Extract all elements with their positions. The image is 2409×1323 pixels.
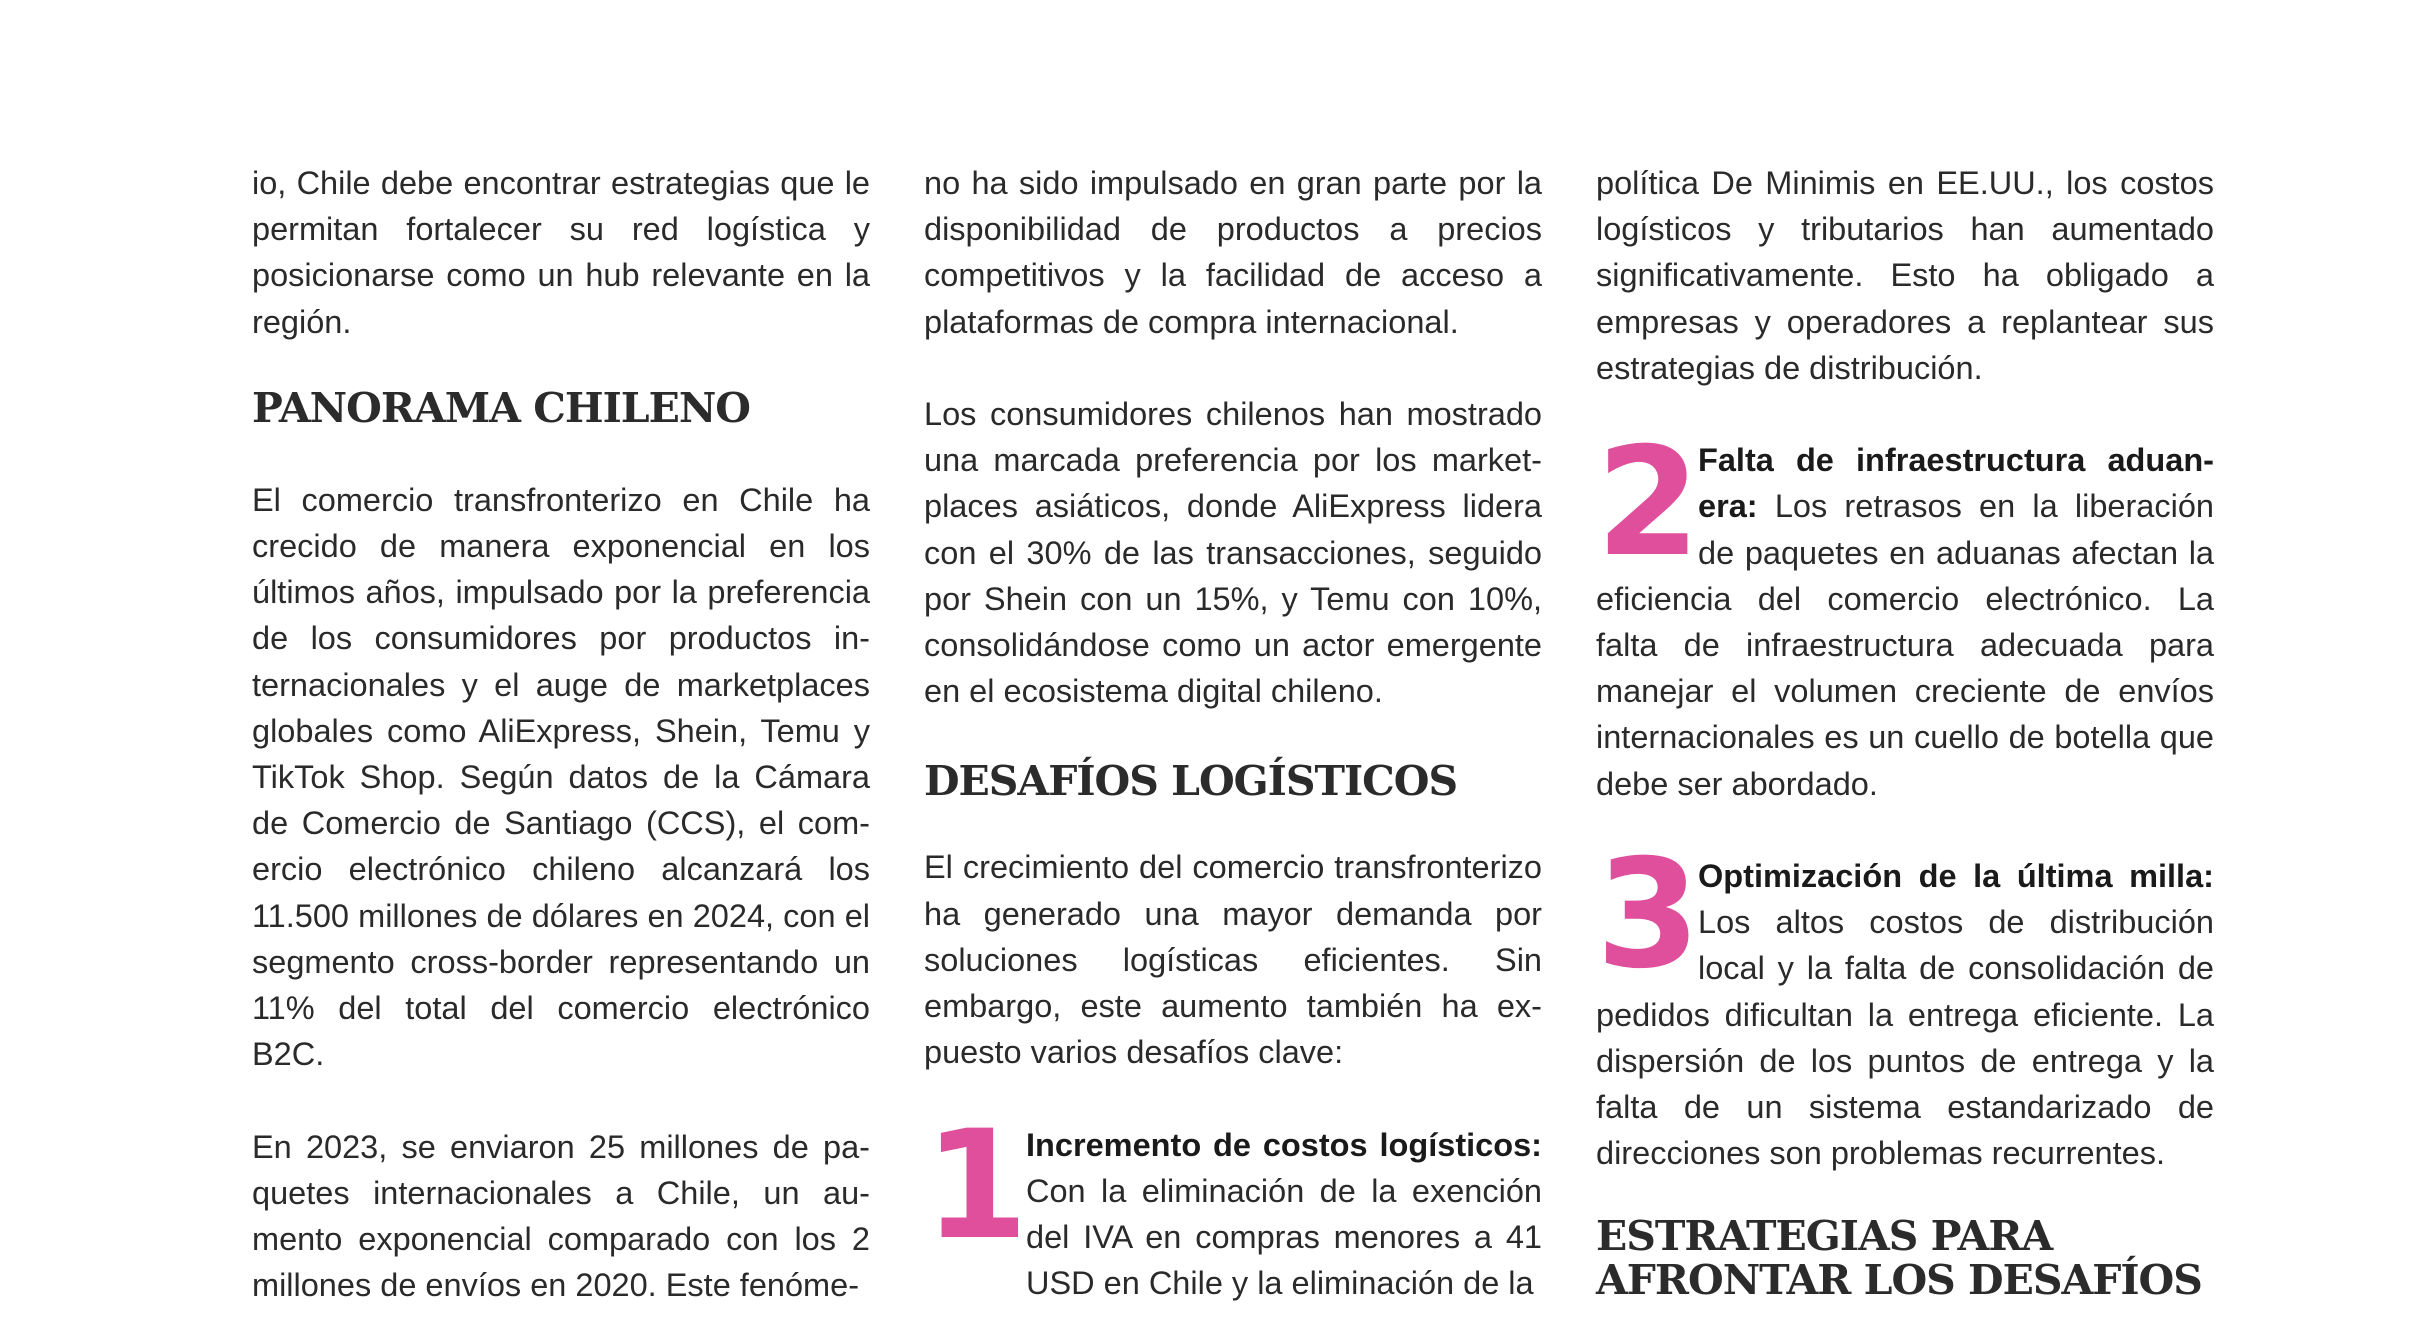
challenge-item-3: [1596, 828, 2214, 1176]
challenge-number-3: 3: [1596, 828, 1701, 1003]
text-column-3: [1596, 160, 2214, 1305]
challenge-title-2: Falta de infraestructura aduanera:: [1698, 442, 2214, 525]
heading-desafios-logisticos: DESAFÍOS LOGÍSTICOS: [924, 757, 1458, 806]
challenge-text-2: Los retrasos en la liberación de paquetes en aduanas afectan la eficiencia del comercio electrónico. La falta de infraestructura adecuada para manejar el volumen creciente de envíos internacionales es un cuello de botella que debe ser abordado.: [1596, 488, 2214, 802]
challenge-title-3: Optimización de la última milla:: [1698, 858, 2214, 895]
challenge-title-1: Incremento de costos logísticos:: [1026, 1126, 1542, 1163]
paragraph-de-minimis: política De Minimis en EE.UU., los costos logísticos y tributarios han aumentado significativamente. Esto ha obligado a empresas y operadores a replantear sus estrategias de distribución.: [1596, 165, 2214, 386]
paragraph-gap: [252, 1077, 870, 1123]
paragraph-marketplaces-share: Los consumidores chilenos han mostrado una marcada preferencia por los marketplaces asiáticos, donde AliExpress lidera con el 30% de las transacciones, seguido por Shein con un 15%, y Temu con 10%, consolidándose como un actor emergente en el ecosistema digital chileno.: [924, 396, 1542, 710]
challenge-item-2: [1596, 416, 2214, 807]
challenge-number-2: 2: [1596, 416, 1701, 591]
paragraph-gap: [924, 345, 1542, 391]
paragraph-crossborder-growth: El comercio transfronterizo en Chile ha crecido de manera exponencial en los últimos años, impulsado por la preferencia de los consumidores por productos internacionales y el auge de marketplaces globales como AliExpress, Shein, Temu y TikTok Shop. Según datos de la Cámara de Comercio de Santiago (CCS), el comercio electrónico chileno alcanzará los 11.500 millones de dólares en 2024, con el segmento cross-border representando un 11% del total del comercio electrónico B2C.: [252, 481, 870, 1073]
challenge-item-1: [924, 1098, 1542, 1307]
challenge-text-1: Con la eliminación de la exención del IVA en compras menores a 41 USD en Chile y la eliminación de la: [1026, 1172, 1542, 1302]
challenge-number-1: 1: [924, 1098, 1029, 1273]
paragraph-packages-2023: En 2023, se enviaron 25 millones de paquetes internacionales a Chile, un aumento exponencial comparado con los 2 millones de envíos en 2020. Este fenóme-: [252, 1128, 870, 1304]
text-column-1: [252, 160, 870, 1308]
heading-panorama-chileno: PANORAMA CHILENO: [252, 383, 751, 432]
heading-estrategias: ESTRATEGIAS PARA AFRONTAR LOS DESAFÍOS: [1596, 1212, 2202, 1305]
paragraph-phenomenon: no ha sido impulsado en gran parte por la disponibilidad de productos a precios competitivos y la facilidad de acceso a plataformas de compra internacional.: [924, 165, 1542, 340]
challenge-text-3: Los altos costos de distribución local y la falta de consolidación de pedidos dificultan la entrega eficiente. La dispersión de los puntos de entrega y la falta de un sistema estandarizado de direcciones son problemas recurrentes.: [1596, 904, 2214, 1172]
paragraph-intro-end: io, Chile debe encontrar estrategias que le permitan fortalecer su red logística y posicionarse como un hub relevante en la región.: [252, 165, 870, 340]
text-column-2: [924, 160, 1542, 1306]
paragraph-challenges-intro: El crecimiento del comercio transfronterizo ha generado una mayor demanda por soluciones logísticas eficientes. Sin embargo, este aumento también ha expuesto varios desafíos clave:: [924, 849, 1542, 1071]
